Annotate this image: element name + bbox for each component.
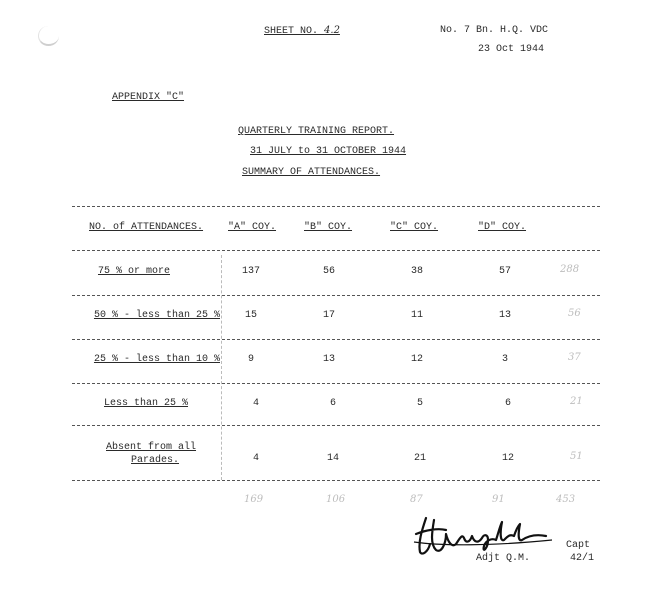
cell-b: 13 (322, 354, 335, 365)
cell-b: 6 (329, 398, 336, 409)
pencil-note: 288 (560, 264, 580, 275)
row-label: 50 % - less than 25 % (93, 310, 220, 321)
sheet-label: SHEET NO. 4.2 (264, 25, 340, 37)
header-c-coy: "C" COY. (390, 222, 439, 233)
table-top-rule (72, 206, 600, 207)
row-label-line-2: Parades. (131, 455, 180, 466)
row-label: Less than 25 % (104, 398, 189, 409)
cell-c: 5 (416, 398, 423, 409)
row-label-line-1: Absent from all (106, 442, 197, 453)
report-title: QUARTERLY TRAINING REPORT. (238, 126, 395, 137)
cell-a: 4 (252, 453, 259, 464)
cell-a: 15 (244, 310, 257, 321)
cell-a: 4 (252, 398, 259, 409)
pencil-note: 21 (570, 396, 583, 407)
report-period: 31 JULY to 31 OCTOBER 1944 (250, 146, 407, 157)
header-b-coy: "B" COY. (304, 222, 353, 233)
cell-b: 14 (326, 453, 339, 464)
signature-role: Adjt Q.M. (476, 553, 531, 564)
row-rule (72, 295, 600, 296)
signature (412, 512, 562, 558)
row-rule (72, 383, 600, 384)
punch-hole (38, 26, 59, 46)
signature-ref: 42/1 (570, 553, 595, 564)
cell-d: 6 (504, 398, 511, 409)
cell-a: 9 (247, 354, 254, 365)
row-rule (72, 425, 600, 426)
pencil-note: 56 (568, 308, 581, 319)
cell-b: 56 (322, 266, 335, 277)
cell-d: 12 (501, 453, 514, 464)
header-rule (72, 250, 600, 251)
appendix-label: APPENDIX "C" (112, 92, 185, 103)
row-label: 25 % - less than 10 % (93, 354, 220, 365)
signature-rank: Capt (566, 540, 591, 551)
pencil-grand-total: 453 (556, 494, 576, 505)
row-label: 75 % or more (97, 266, 170, 277)
pencil-note: 37 (568, 352, 581, 363)
cell-b: 17 (322, 310, 335, 321)
pencil-total-c: 87 (410, 494, 423, 505)
cell-c: 12 (410, 354, 423, 365)
pencil-note: 51 (570, 451, 583, 462)
cell-a: 137 (241, 266, 260, 277)
summary-title: SUMMARY OF ATTENDANCES. (242, 167, 381, 178)
cell-d: 3 (501, 354, 508, 365)
cell-c: 38 (410, 266, 423, 277)
cell-d: 57 (498, 266, 511, 277)
table-bottom-rule (72, 480, 600, 481)
pencil-total-b: 106 (326, 494, 346, 505)
column-divider (221, 255, 222, 480)
cell-d: 13 (498, 310, 511, 321)
header-d-coy: "D" COY. (478, 222, 527, 233)
header-attendances: NO. of ATTENDANCES. (89, 222, 204, 233)
pencil-total-a: 169 (244, 494, 264, 505)
pencil-total-d: 91 (492, 494, 505, 505)
row-rule (72, 339, 600, 340)
unit-name: No. 7 Bn. H.Q. VDC (440, 25, 549, 36)
cell-c: 11 (410, 310, 423, 321)
cell-c: 21 (413, 453, 426, 464)
header-a-coy: "A" COY. (228, 222, 277, 233)
report-date: 23 Oct 1944 (478, 44, 545, 55)
